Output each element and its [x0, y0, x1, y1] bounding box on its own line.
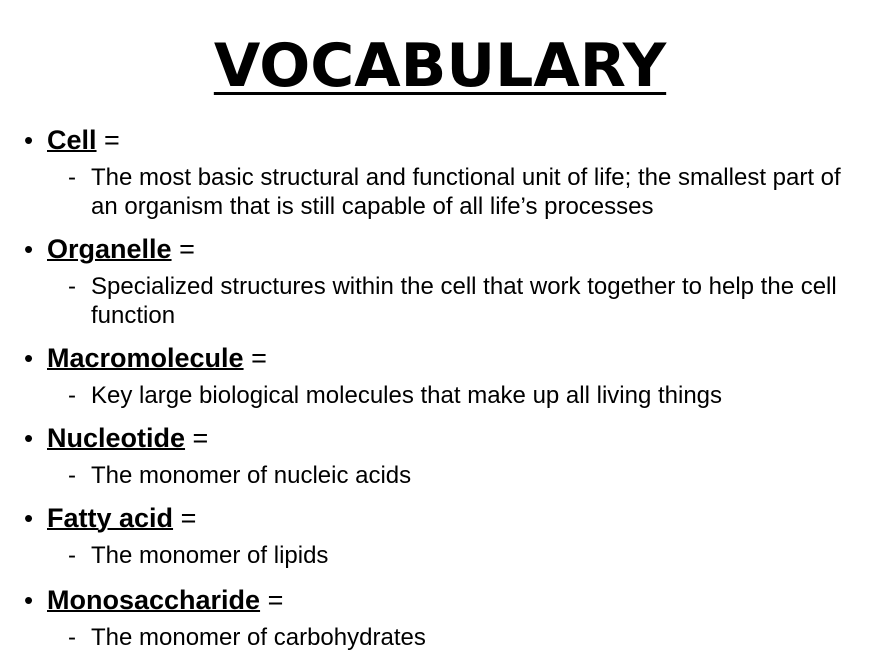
dash-marker: -: [68, 164, 76, 191]
vocab-definition: The monomer of carbohydrates: [91, 624, 426, 651]
term-text: Nucleotide: [47, 423, 186, 453]
term-text: Monosaccharide: [47, 585, 261, 615]
vocab-definition: Key large biological molecules that make up all living things: [91, 382, 723, 409]
bullet-icon: •: [24, 423, 34, 453]
bullet-icon: •: [24, 585, 34, 615]
equals-sign: =: [267, 585, 284, 615]
slide-title-text: VOCABULARY: [213, 31, 667, 101]
vocab-term: [47, 503, 196, 533]
equals-sign: =: [104, 125, 120, 155]
dash-marker: -: [68, 382, 76, 409]
bullet-icon: •: [24, 343, 34, 373]
term-text: Fatty acid: [47, 503, 174, 533]
equals-sign: =: [180, 503, 197, 533]
equals-sign: =: [192, 423, 209, 453]
vocab-term: [47, 234, 195, 264]
dash-marker: -: [68, 542, 76, 569]
bullet-icon: •: [24, 125, 34, 155]
bullet-icon: •: [24, 503, 34, 533]
dash-marker: -: [68, 624, 76, 651]
term-text: Cell: [47, 125, 97, 155]
dash-marker: -: [68, 273, 76, 300]
slide-title: [0, 26, 880, 106]
term-text: Macromolecule: [47, 343, 244, 373]
equals-sign: =: [251, 343, 267, 373]
vocab-term: [47, 423, 208, 453]
bullet-icon: •: [24, 234, 34, 264]
equals-sign: =: [179, 234, 195, 264]
vocab-term: [47, 125, 120, 155]
term-text: Organelle: [47, 234, 172, 264]
vocab-term: [47, 343, 267, 373]
dash-marker: -: [68, 462, 76, 489]
vocab-definition: Specialized structures within the cell that work together to help the cell function: [91, 273, 837, 329]
vocab-definition: The monomer of nucleic acids: [91, 462, 412, 489]
vocab-definition: The most basic structural and functional unit of life; the smallest part of an organism that is still capable of all life’s processes: [91, 164, 841, 220]
vocab-term: [47, 585, 283, 615]
vocab-definition: The monomer of lipids: [91, 542, 329, 569]
